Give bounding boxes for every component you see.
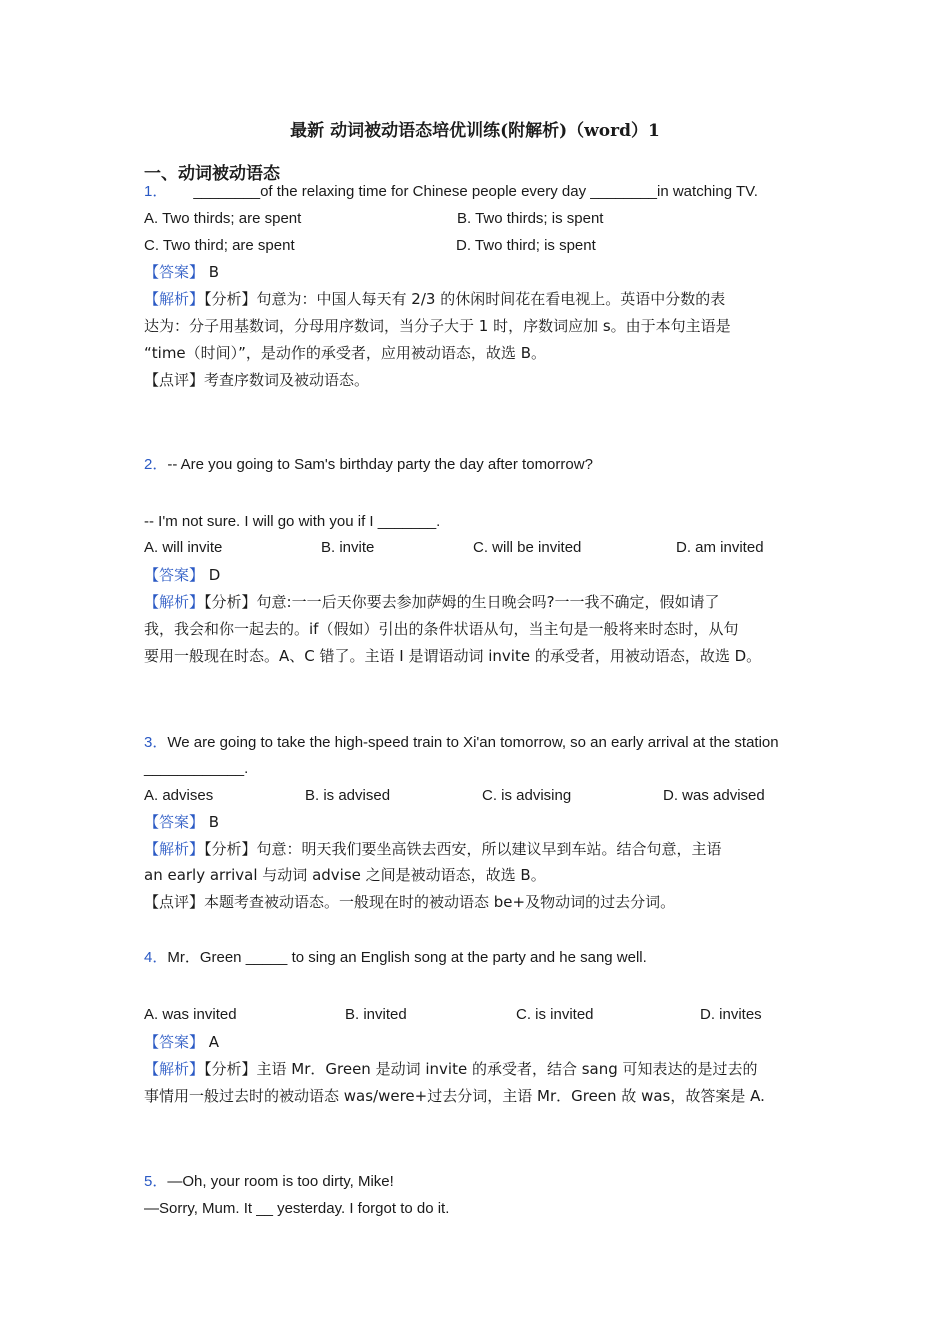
option-c: C. Two third; are spent <box>144 237 295 254</box>
question-stem: We are going to take the high-speed train to Xi'an tomorrow, so an early arrival at the station <box>167 734 779 751</box>
analysis-line: 事情用一般过去时的被动语态 was/were+过去分词，主语 Mr．Green 故 was，故答案是 A. <box>144 1087 765 1105</box>
comment-line: 【点评】考查序数词及被动语态。 <box>144 371 370 389</box>
option-c: C. is invited <box>516 1006 594 1023</box>
question-4 <box>144 948 647 968</box>
section-heading: 一、动词被动语态 <box>144 164 280 184</box>
answer-line <box>144 812 219 832</box>
question-3 <box>144 733 779 753</box>
answer-value: B <box>208 263 220 281</box>
option-b: B. invited <box>345 1006 407 1023</box>
option-c: C. is advising <box>482 787 572 804</box>
analysis-line: 要用一般现在时态。A、C 错了。主语 I 是谓语动词 invite 的承受者，用被动语态，故选 D。 <box>144 647 762 665</box>
analysis-tag: 【解析】 <box>144 1060 205 1078</box>
question-number: 2． <box>144 456 168 473</box>
option-d: D. am invited <box>676 539 764 556</box>
answer-tag: 【答案】 <box>144 1033 205 1051</box>
question-5 <box>144 1172 394 1192</box>
question-number: 1． <box>144 183 168 200</box>
analysis-tag: 【解析】 <box>144 290 205 308</box>
option-d: D. invites <box>700 1006 762 1023</box>
question-2 <box>144 455 593 475</box>
answer-tag: 【答案】 <box>144 813 205 831</box>
analysis-line: “time（时间）”，是动作的承受者，应用被动语态，故选 B。 <box>144 344 546 362</box>
comment-tag: 【点评】 <box>144 371 205 389</box>
analysis-tag: 【解析】 <box>144 840 205 858</box>
option-a: A. Two thirds; are spent <box>144 210 302 227</box>
answer-tag: 【答案】 <box>144 566 205 584</box>
analysis-line: 【解析】【分析】句意:一一后天你要去参加萨姆的生日晚会吗?一一我不确定，假如请了 <box>144 593 720 611</box>
question-stem-2: -- I'm not sure. I will go with you if I _______. <box>144 513 441 530</box>
question-number: 4． <box>144 949 168 966</box>
document-title: 最新 动词被动语态培优训练(附解析)（word）1 <box>290 121 660 141</box>
answer-value: A <box>208 1033 220 1051</box>
question-stem: ________of the relaxing time for Chinese people every day ________in watching TV. <box>193 183 758 200</box>
option-b: B. Two thirds; is spent <box>457 210 604 227</box>
option-c: C. will be invited <box>473 539 582 556</box>
question-stem: Mr．Green _____ to sing an English song at the party and he sang well. <box>167 949 647 966</box>
analysis-line: 【解析】【分析】句意：明天我们要坐高铁去西安，所以建议早到车站。结合句意，主语 <box>144 840 722 858</box>
answer-tag: 【答案】 <box>144 263 205 281</box>
analysis-line: 达为：分子用基数词，分母用序数词，当分子大于 1 时，序数词应加 s。由于本句主语是 <box>144 317 731 335</box>
comment-line: 【点评】本题考查被动语态。一般现在时的被动语态 be+及物动词的过去分词。 <box>144 893 676 911</box>
option-b: B. is advised <box>305 787 391 804</box>
option-a: A. was invited <box>144 1006 237 1023</box>
question-1 <box>144 182 758 202</box>
question-stem-2: —Sorry, Mum. It __ yesterday. I forgot to do it. <box>144 1200 450 1217</box>
analysis-line: an early arrival 与动词 advise 之间是被动语态，故选 B。 <box>144 866 546 884</box>
option-b: B. invite <box>321 539 375 556</box>
question-stem: —Oh, your room is too dirty, Mike! <box>167 1173 394 1190</box>
comment-tag: 【点评】 <box>144 893 205 911</box>
answer-value: B <box>208 813 220 831</box>
analysis-line: 【解析】【分析】句意为：中国人每天有 2/3 的休闲时间花在看电视上。英语中分数的表 <box>144 290 726 308</box>
answer-line <box>144 262 219 282</box>
option-d: D. Two third; is spent <box>456 237 596 254</box>
question-stem: -- Are you going to Sam's birthday party the day after tomorrow? <box>167 456 593 473</box>
option-a: A. will invite <box>144 539 223 556</box>
answer-line <box>144 565 220 585</box>
analysis-tag: 【解析】 <box>144 593 205 611</box>
answer-value: D <box>208 566 221 584</box>
question-stem-2: ____________. <box>144 760 249 777</box>
analysis-line: 【解析】【分析】主语 Mr．Green 是动词 invite 的承受者，结合 sang 可知表达的是过去的 <box>144 1060 758 1078</box>
question-number: 5． <box>144 1173 168 1190</box>
answer-line <box>144 1032 219 1052</box>
option-d: D. was advised <box>663 787 765 804</box>
question-number: 3． <box>144 734 168 751</box>
analysis-line: 我，我会和你一起去的。if（假如）引出的条件状语从句，当主句是一般将来时态时，从句 <box>144 620 739 638</box>
option-a: A. advises <box>144 787 214 804</box>
